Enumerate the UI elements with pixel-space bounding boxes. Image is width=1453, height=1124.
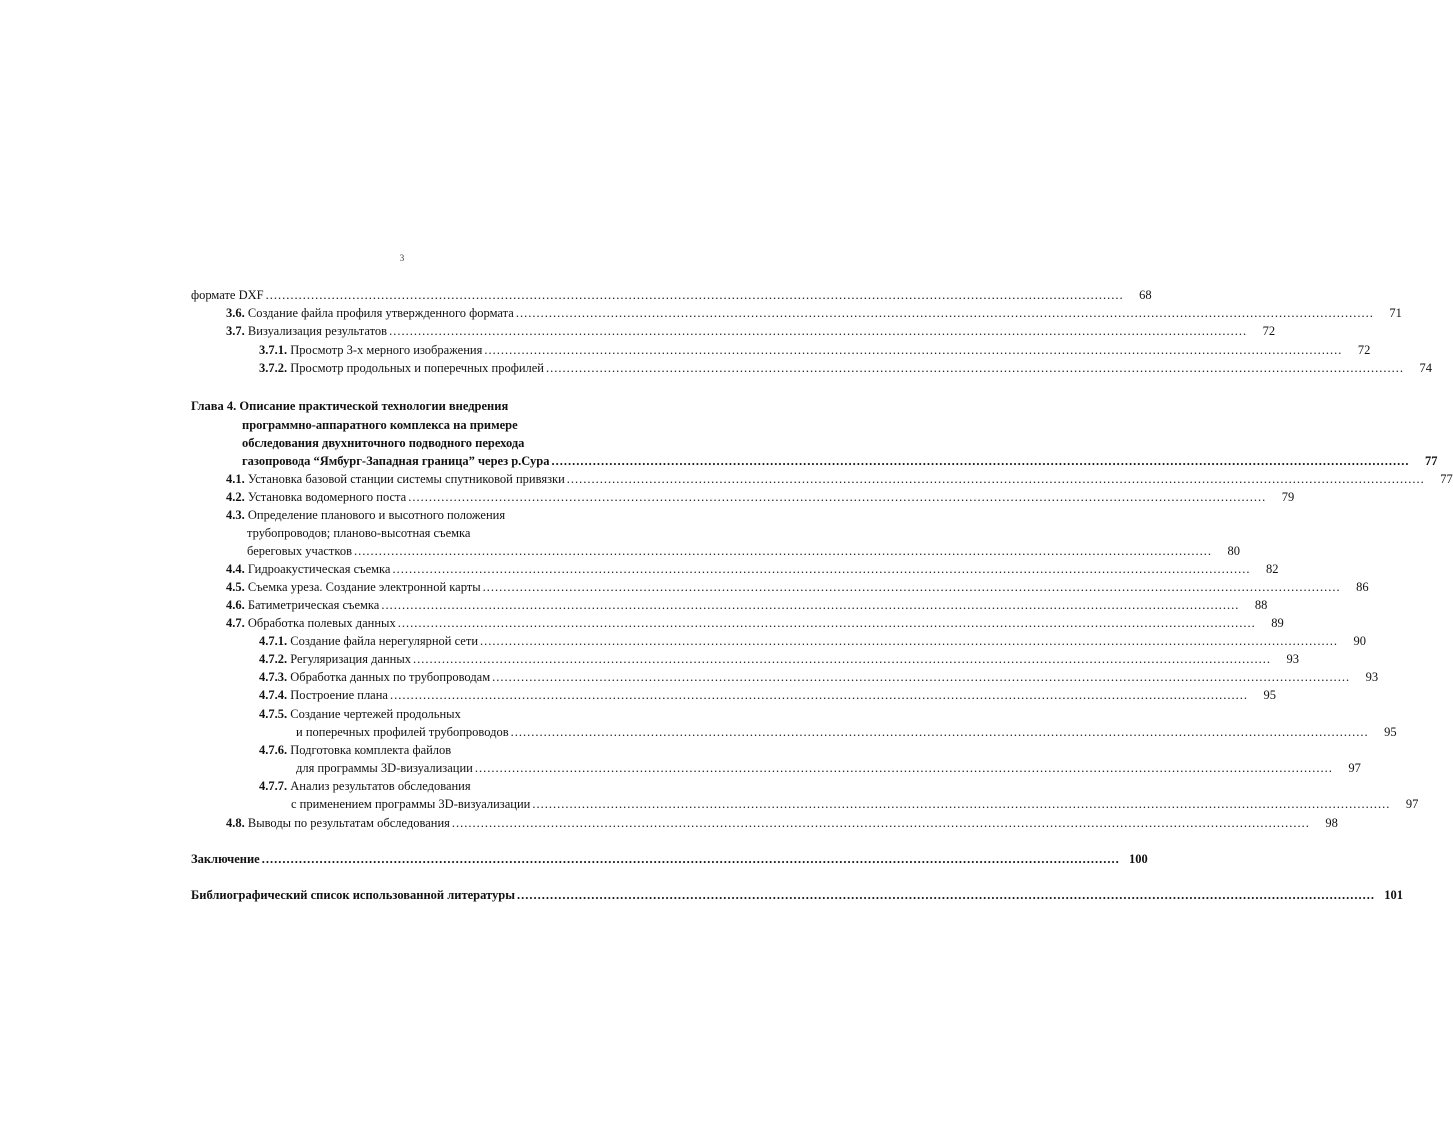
- toc-page-ref: 97: [1405, 797, 1419, 811]
- toc-entry-number: 4.3.: [226, 508, 245, 522]
- toc-entry-text: Создание чертежей продольных: [287, 707, 461, 721]
- toc-entry-number: 4.2.: [226, 490, 245, 504]
- toc-page-ref: 80: [1227, 544, 1240, 558]
- toc-entry-title: Заключение: [191, 852, 260, 866]
- toc-entry-number: 4.6.: [226, 598, 245, 612]
- toc-entry: [226, 615, 1284, 632]
- toc-entry-text: Обработка полевых данных: [244, 616, 396, 630]
- toc-page-ref: 72: [1357, 343, 1371, 357]
- chapter-heading-line: программно-аппаратного комплекса на примере: [242, 418, 518, 432]
- toc-page-ref: 77: [1424, 454, 1438, 468]
- toc-entry: [226, 305, 1402, 322]
- toc-entry-number: 3.7.2.: [259, 361, 288, 375]
- toc-entry-number: 4.7.2.: [259, 652, 288, 666]
- toc-entry-title: [226, 597, 379, 614]
- toc-leader: [354, 543, 1212, 560]
- toc-entry-title: [226, 323, 387, 340]
- toc-entry-title: [226, 507, 624, 524]
- toc-entry-number: 4.7.6.: [259, 743, 288, 757]
- toc-entry-text: Обработка данных по трубопроводам: [287, 670, 491, 684]
- toc-leader: [484, 342, 1342, 359]
- toc-entry-number: 4.5.: [226, 580, 245, 594]
- toc-entry-text: Батиметрическая съемка: [244, 598, 380, 612]
- toc-entry: [226, 489, 1295, 506]
- toc-leader: [551, 453, 1409, 470]
- toc-entry-title: [259, 633, 478, 650]
- toc-entry: [226, 579, 1369, 596]
- toc-page-ref: 86: [1356, 580, 1369, 594]
- toc-leader: [567, 471, 1425, 488]
- toc-entry-title: [226, 615, 396, 632]
- toc-page-ref: 74: [1419, 361, 1432, 375]
- chapter-heading-line: Глава 4. Описание практической технологии внедрения: [191, 399, 509, 413]
- toc-entry-number: 4.8.: [226, 816, 245, 830]
- toc-leader: [381, 597, 1239, 614]
- toc-leader: [483, 579, 1341, 596]
- toc-leader: [516, 305, 1374, 322]
- toc-entry: [226, 561, 1279, 578]
- toc-page-ref: 100: [1128, 852, 1148, 866]
- toc-page-ref: 77: [1440, 472, 1453, 486]
- toc-leader: [532, 796, 1390, 813]
- toc-entry: [247, 543, 1240, 560]
- toc-entry: [226, 815, 1338, 832]
- toc-entry-title: формате DXF: [191, 288, 264, 302]
- toc-entry-title: [226, 815, 450, 832]
- toc-entry-text: Установка водомерного поста: [244, 490, 407, 504]
- toc-entry-title: [259, 651, 411, 668]
- chapter-heading-line: газопровода “Ямбург-Западная граница” через р.Сура: [242, 454, 550, 468]
- toc-entry-title: [226, 561, 390, 578]
- toc-entry-text: Съемка уреза. Создание электронной карты: [244, 580, 481, 594]
- toc-entry-number: 4.7.5.: [259, 707, 288, 721]
- chapter-heading-line: обследования двухниточного подводного перехода: [242, 436, 525, 450]
- toc-page-ref: 101: [1384, 888, 1403, 902]
- toc-entry-text: Создание файла нерегулярной сети: [287, 634, 479, 648]
- toc-entry-number: 3.6.: [226, 306, 245, 320]
- toc-entry-title: [226, 305, 514, 322]
- toc-entry: [259, 651, 1300, 668]
- toc-entry-text: Установка базовой станции системы спутниковой привязки: [244, 472, 565, 486]
- toc-entry: [226, 471, 1453, 488]
- toc-leader: [452, 815, 1310, 832]
- toc-entry-text: Построение плана: [287, 688, 388, 702]
- toc-page-ref: 71: [1389, 306, 1402, 320]
- toc-entry-number: 4.7.7.: [259, 779, 288, 793]
- toc-entry-number: 4.4.: [226, 562, 245, 576]
- toc-entry-text: Визуализация результатов: [244, 324, 388, 338]
- toc-page-ref: 93: [1286, 652, 1300, 666]
- toc-leader: [480, 633, 1338, 650]
- toc-entry-bibliography: [191, 887, 1403, 904]
- toc-leader: [262, 851, 1120, 868]
- toc-leader: [413, 651, 1271, 668]
- toc-entry: [226, 323, 1276, 340]
- toc-entry: [296, 724, 1397, 741]
- toc-entry-number: 4.7.1.: [259, 634, 288, 648]
- toc-entry-number: 4.7.4.: [259, 688, 288, 702]
- toc-entry-title: [226, 579, 481, 596]
- toc-entry-number: 4.7.: [226, 616, 245, 630]
- toc-entry-title: [259, 669, 490, 686]
- toc-leader: [266, 287, 1124, 304]
- toc-entry: [296, 760, 1361, 777]
- toc-entry-text: Создание файла профиля утвержденного формата: [244, 306, 514, 320]
- toc-entry-continuation: береговых участков: [247, 544, 352, 558]
- toc-entry-continuation: и поперечных профилей трубопроводов: [296, 725, 509, 739]
- toc-page-ref: 95: [1263, 688, 1276, 702]
- toc-entry-text: Анализ результатов обследования: [287, 779, 471, 793]
- toc-entry-text: Просмотр продольных и поперечных профилей: [287, 361, 544, 375]
- toc-leader: [492, 669, 1350, 686]
- toc-leader: [392, 561, 1250, 578]
- toc-entry-text: Выводы по результатам обследования: [244, 816, 450, 830]
- toc-page-ref: 72: [1262, 324, 1276, 338]
- toc-entry-text: Подготовка комплекта файлов: [287, 743, 452, 757]
- toc-entry: [259, 687, 1276, 704]
- toc-entry-title: [259, 687, 388, 704]
- toc-entry: [191, 287, 1152, 304]
- toc-entry: [259, 360, 1432, 377]
- toc-page-ref: 95: [1384, 725, 1397, 739]
- toc-entry-title: [259, 706, 624, 723]
- toc-page-ref: 98: [1325, 816, 1338, 830]
- toc-leader: [546, 360, 1404, 377]
- toc-leader: [511, 724, 1369, 741]
- page-number: 3: [399, 253, 405, 263]
- toc-entry: [242, 453, 1438, 470]
- toc-entry: [259, 669, 1379, 686]
- toc-entry-title: Библиографический список использованной литературы: [191, 888, 515, 902]
- toc-entry-continuation: трубопроводов; планово-высотная съемка: [247, 526, 471, 540]
- toc-entry-text: Регуляризация данных: [287, 652, 412, 666]
- toc-leader: [398, 615, 1256, 632]
- toc-entry-text: Определение планового и высотного положения: [244, 508, 506, 522]
- toc-entry-title: [259, 342, 482, 359]
- toc-entry-continuation: с применением программы 3D-визуализации: [291, 797, 531, 811]
- toc-entry-title: [259, 742, 624, 759]
- toc-leader: [408, 489, 1266, 506]
- toc-entry-continuation: для программы 3D-визуализации: [296, 761, 473, 775]
- toc-entry: [291, 796, 1419, 813]
- toc-page-ref: 82: [1265, 562, 1279, 576]
- toc-page-ref: 68: [1139, 288, 1152, 302]
- toc-entry-number: 4.1.: [226, 472, 245, 486]
- toc-entry-title: [259, 778, 624, 795]
- toc-entry-text: Гидроакустическая съемка: [244, 562, 391, 576]
- toc-entry: [259, 342, 1371, 359]
- toc-entry-title: [259, 360, 544, 377]
- toc-leader: [390, 687, 1248, 704]
- toc-entry: [259, 633, 1367, 650]
- toc-page-ref: 89: [1271, 616, 1284, 630]
- toc-entry-conclusion: [191, 851, 1148, 868]
- toc-entry-title: [226, 489, 406, 506]
- toc-page-ref: 97: [1348, 761, 1361, 775]
- toc-entry-number: 3.7.1.: [259, 343, 288, 357]
- toc-leader: [389, 323, 1247, 340]
- toc-leader: [475, 760, 1333, 777]
- toc-entry: [226, 597, 1268, 614]
- toc-page-ref: 88: [1254, 598, 1268, 612]
- toc-entry-number: 3.7.: [226, 324, 245, 338]
- toc-page-ref: 90: [1353, 634, 1367, 648]
- toc-entry-text: Просмотр 3-х мерного изображения: [287, 343, 483, 357]
- toc-entry-number: 4.7.3.: [259, 670, 288, 684]
- toc-page-ref: 79: [1281, 490, 1295, 504]
- toc-leader: [517, 887, 1375, 904]
- toc-page-ref: 93: [1365, 670, 1379, 684]
- toc-entry-title: [226, 471, 565, 488]
